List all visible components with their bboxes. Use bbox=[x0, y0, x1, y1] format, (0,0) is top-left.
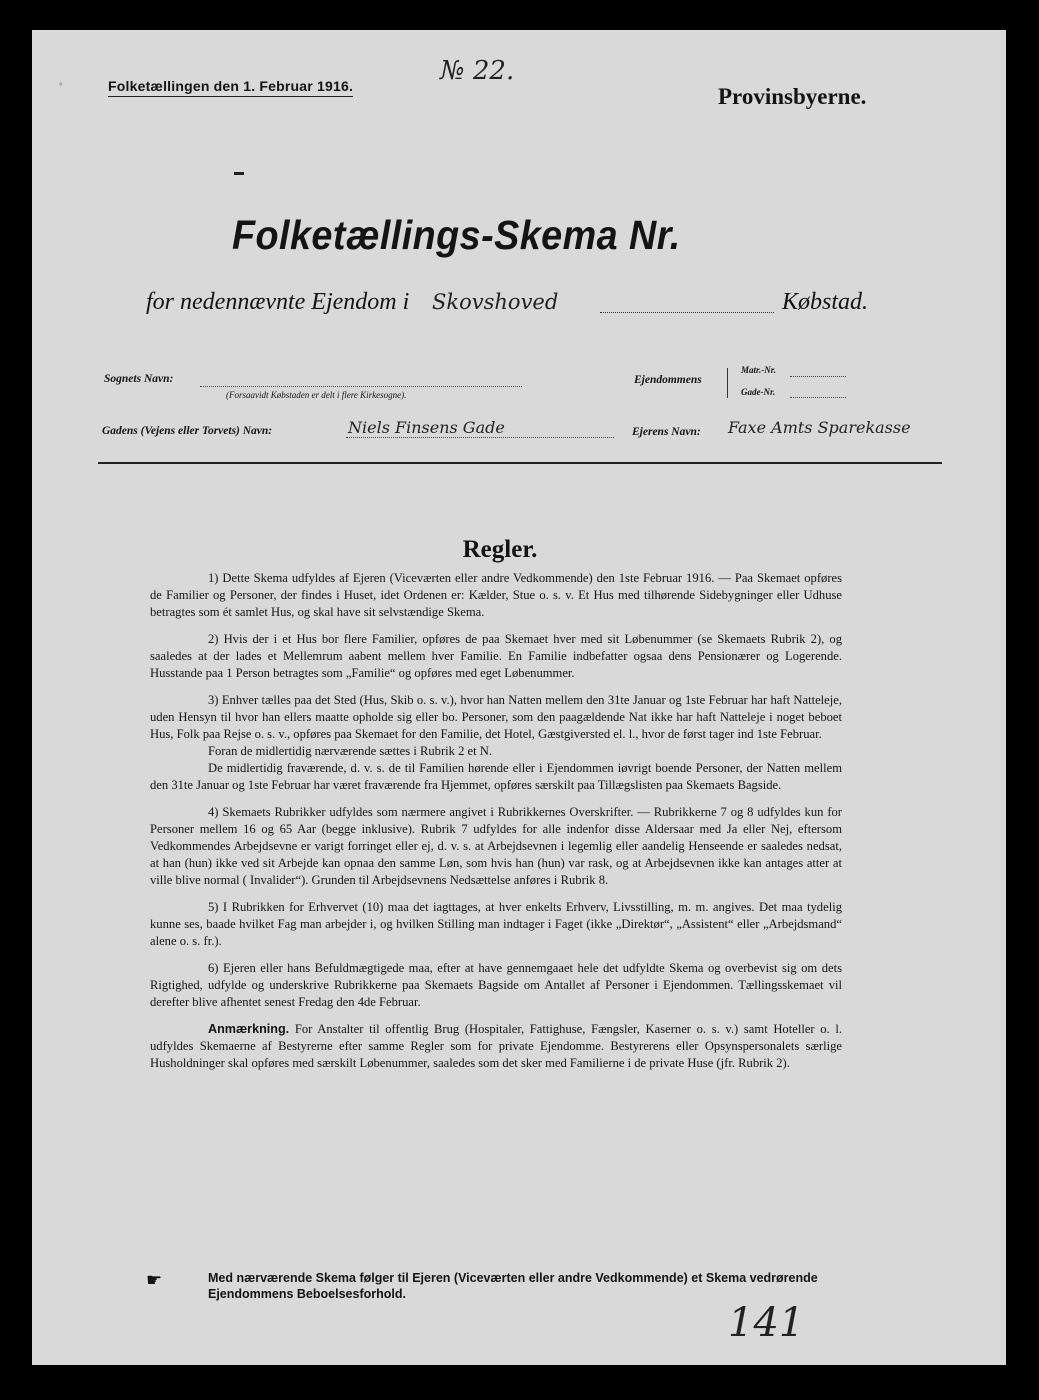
census-date-header: Folketællingen den 1. Februar 1916. bbox=[108, 78, 353, 97]
remark-label: Anmærkning. bbox=[208, 1022, 290, 1036]
remark-paragraph bbox=[150, 1021, 842, 1072]
parish-label: Sognets Navn: bbox=[104, 373, 174, 385]
handwritten-document-number: № 22. bbox=[440, 56, 515, 86]
form-title: Folketællings-Skema Nr. bbox=[232, 212, 681, 258]
rule-5: 5) I Rubrikken for Erhvervet (10) maa det iagttages, at hver enkelts Erhverv, Livsstilling, m. m. angives. Det maa tydelig kunne ses, baade hvilket Fag man arbejder i, og hvilken Stilling man indtager i Faget (ikke „Direktør“, „Assistent“ eller „Arbejdsmand“ alene o. s. fr.). bbox=[150, 900, 842, 948]
rule-3-present-note: Foran de midlertidig nærværende sættes i Rubrik 2 et N. bbox=[208, 744, 493, 758]
rule-2: 2) Hvis der i et Hus bor flere Familier, opføres de paa Skemaet hver med sit Løbenummer (se Skemaets Rubrik 2), og saaledes at der lades et Mellemrum aabent mellem hver Familie. En Familie indbefatter ogsaa dens Pensionærer og Logerende. Husstande paa 1 Person betragtes som „Familie“ og opføres med eget Løbenummer. bbox=[150, 632, 842, 680]
street-label: Gadens (Vejens eller Torvets) Navn: bbox=[102, 425, 273, 437]
street-name-handwritten: Niels Finsens Gade bbox=[348, 418, 505, 437]
rule-4: 4) Skemaets Rubrikker udfyldes som nærmere angivet i Rubrikkernes Overskrifter. — Rubrikkerne 7 og 8 udfyldes kun for Personer mellem 16 og 65 Aar (begge inklusive). Rubrik 7 udfyldes for alle indenfor disse Aldersaar med Ja eller Nej, eftersom Vedkommendes Arbejdsevne er varigt forringet eller ej, d. v. s. at Arbejdsevnen i legemlig eller aandelig Henseende er saaledes nedsat, at han (hun) ikke ved sit Arbejde kan opnaa den samme Løn, som hvis han (hun) var rask, og at Arbejdsevnen ikke kan antages atter at ville blive normal ( Invalider“). Grunden til Arbejdsevnens Nedsættelse anføres i Rubrik 8. bbox=[150, 805, 842, 887]
cadastre-dotted-line bbox=[790, 376, 846, 377]
handwritten-page-count: 141 bbox=[728, 1300, 805, 1346]
parish-dotted-line bbox=[200, 386, 522, 387]
street-dotted-line bbox=[346, 437, 614, 438]
region-header: Provinsbyerne. bbox=[718, 84, 867, 109]
property-label: for nedennævnte Ejendom i bbox=[146, 289, 410, 315]
owner-name-handwritten: Faxe Amts Sparekasse bbox=[728, 418, 911, 437]
rule-3: 3) Enhver tælles paa det Sted (Hus, Skib o. s. v.), hvor han Natten mellem den 31te Januar og 1ste Februar har haft Natteleje, uden Hensyn til hvor han ellers maatte opholde sig eller bo. Personer, som den paagældende Nat ikke har haft Natteleje i noget beboet Hus, Folk paa Rejse o. s. v., opføres paa Skemaet for den Familie, det Hotel, Gæstgiversted el. l., hvor de først tager ind 1ste Februar. bbox=[150, 693, 842, 741]
footer-notice: Med nærværende Skema følger til Ejeren (Viceværten eller andre Vedkommende) et Skema vedrørende Ejendommens Beboelsesforhold. bbox=[208, 1271, 818, 1301]
section-divider bbox=[98, 462, 942, 464]
brace-mark bbox=[727, 368, 728, 398]
property-town-handwritten: Skovshoved bbox=[432, 290, 559, 314]
rules-heading: Regler. bbox=[462, 536, 538, 563]
house-number-dotted-line bbox=[790, 397, 846, 398]
bleed-through-mark: · bbox=[58, 74, 65, 96]
rule-6: 6) Ejeren eller hans Befuldmægtigede maa, efter at have gennemgaaet hele det udfyldte Skema og overbevist sig om dets Rigtighed, udfylde og underskrive Rubrikkerne paa Skemaets Bagside om Antallet af Personer i Ejendommen. Tællingsskemaet vil derefter blive afhentet senest Fredag den 4de Februar. bbox=[150, 961, 842, 1009]
house-number-label: Gade-Nr. bbox=[741, 387, 776, 397]
town-type-label: Købstad. bbox=[782, 289, 869, 315]
dash-mark bbox=[234, 172, 244, 175]
cadastre-label: Matr.-Nr. bbox=[741, 365, 777, 375]
remark-text: For Anstalter til offentlig Brug (Hospitaler, Fattighuse, Fængsler, Kaserner o. s. v.) samt Hoteller o. l. udfyldes Skemaerne af Bestyrerne efter samme Regler som for private Ejendomme. Bestyrerens eller Opsynspersonalets særlige Husholdninger skal opføres med særskilt Løbenummer, saaledes som det sker med Familierne i de private Huse (jfr. Rubrik 2). bbox=[150, 1022, 842, 1070]
rules-body bbox=[150, 570, 842, 1082]
rule-3-absent-note: De midlertidig fraværende, d. v. s. de til Familien hørende eller i Ejendommen iøvrigt boende Personer, der Natten mellem den 31te Januar og 1ste Februar har været fraværende fra Hjemmet, opføres særskilt paa Tillægslisten paa Skemaets Bagside. bbox=[150, 761, 842, 792]
property-dotted-line bbox=[600, 312, 774, 313]
pointing-hand-icon: ☛ bbox=[146, 1270, 163, 1290]
rule-1: 1) Dette Skema udfyldes af Ejeren (Viceværten eller andre Vedkommende) den 1ste Februar 1916. — Paa Skemaet opføres de Familier og Personer, der findes i Huset, idet Ordenen er: Kælder, Stue o. s. v. Et Hus med tilhørende Sidebygninger eller Udhuse betragtes som ét samlet Hus, og skal have sit selvstændige Skema. bbox=[150, 571, 842, 619]
estate-label: Ejendommens bbox=[634, 374, 702, 386]
parish-note: (Forsaavidt Købstaden er delt i flere Kirkesogne). bbox=[226, 390, 407, 400]
owner-label: Ejerens Navn: bbox=[632, 426, 701, 438]
